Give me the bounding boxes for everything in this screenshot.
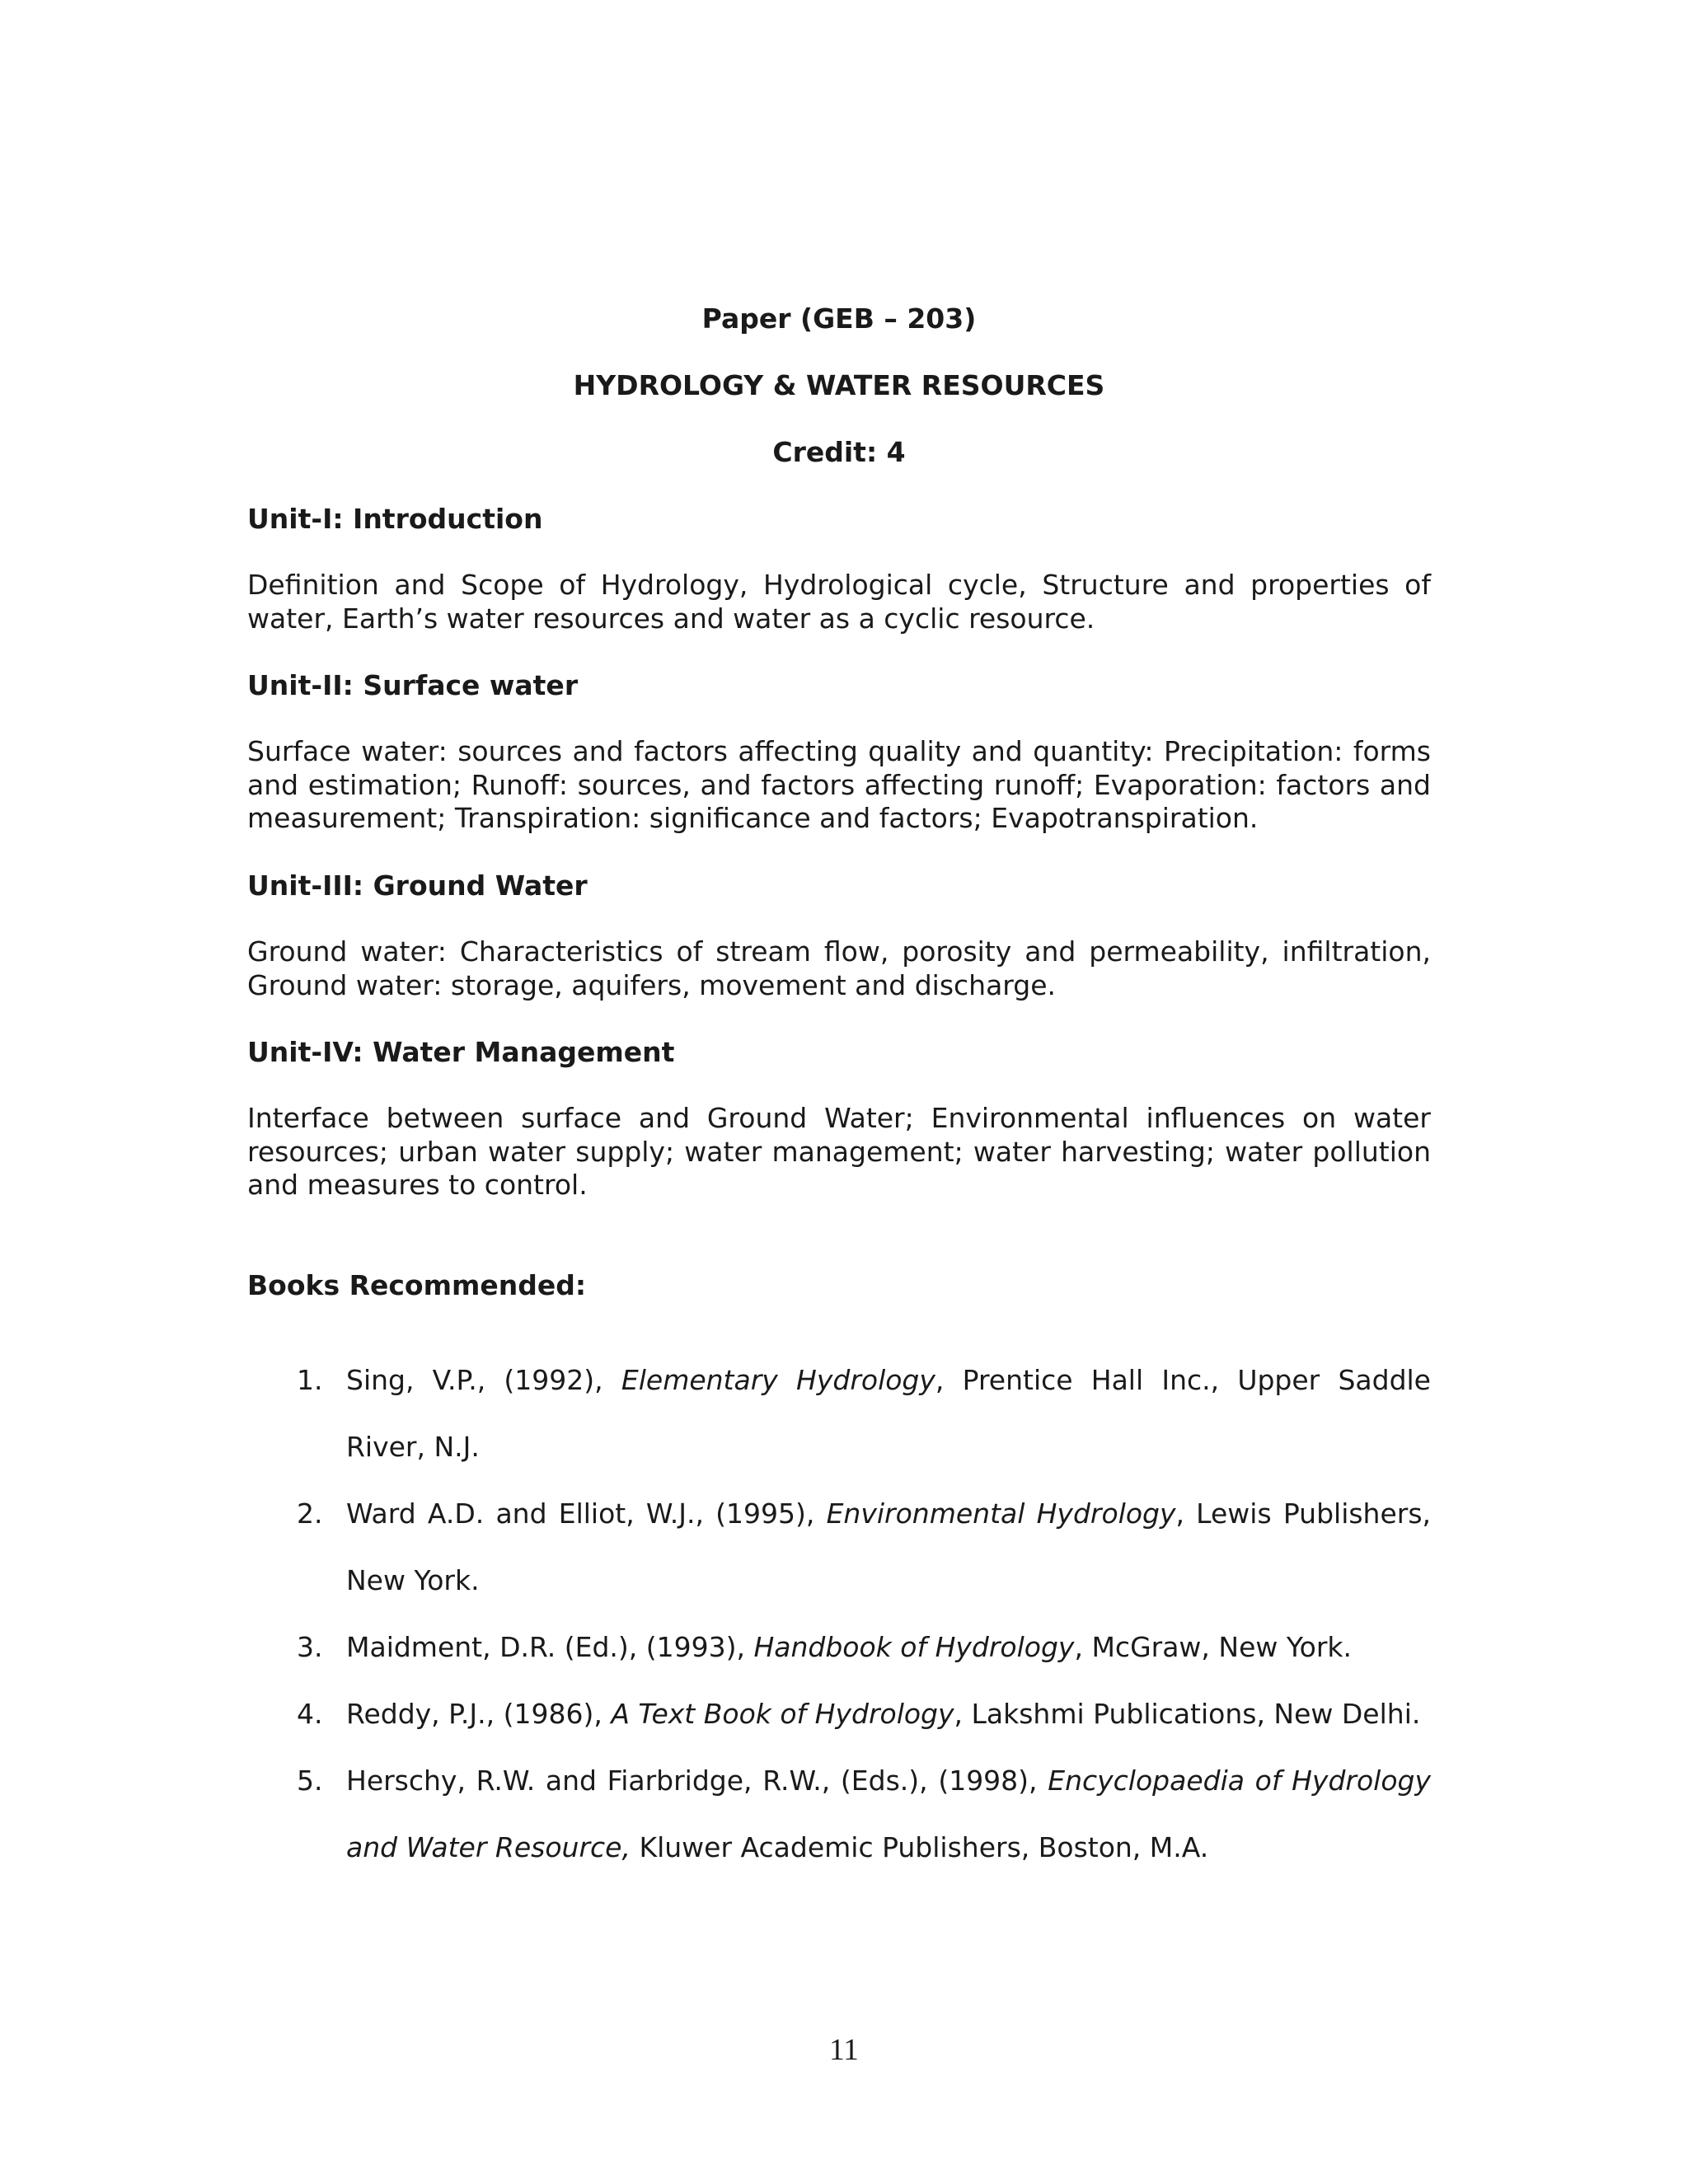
book-authors: Reddy, P.J., (1986), <box>346 1698 612 1730</box>
unit-2-text: Surface water: sources and factors affecting quality and quantity: Precipitation: forms and estimation; Runoff: sources, and factors affecting runoff; Evaporation: factors and measurement; Transpiration: significance and factors; Evapotranspiration. <box>247 735 1431 834</box>
book-publisher: , Prentice Hall Inc., Upper Saddle River, N.J. <box>346 1364 1431 1463</box>
unit-2-heading: Unit-II: Surface water <box>247 669 579 701</box>
book-publisher: , Lakshmi Publications, New Delhi. <box>954 1698 1421 1730</box>
book-number: 1. <box>297 1364 323 1396</box>
book-authors: Sing, V.P., (1992), <box>346 1364 621 1396</box>
book-item <box>247 1347 1431 1480</box>
unit-3-text: Ground water: Characteristics of stream flow, porosity and permeability, infiltration, Ground water: storage, aquifers, movement and discharge. <box>247 935 1431 1001</box>
book-title: Environmental Hydrology <box>826 1497 1176 1530</box>
book-title: Elementary Hydrology <box>621 1364 935 1396</box>
book-item <box>247 1680 1431 1747</box>
course-title: HYDROLOGY & WATER RESOURCES <box>573 369 1105 401</box>
book-number: 3. <box>297 1631 323 1663</box>
book-number: 4. <box>297 1698 323 1730</box>
book-item <box>247 1747 1431 1881</box>
book-publisher: Kluwer Academic Publishers, Boston, M.A. <box>630 1831 1209 1863</box>
book-authors: Herschy, R.W. and Fiarbridge, R.W., (Eds.), (1998), <box>346 1765 1048 1797</box>
unit-4-text: Interface between surface and Ground Water; Environmental influences on water resources; urban water supply; water management; water harvesting; water pollution and measures to control. <box>247 1102 1431 1201</box>
book-number: 2. <box>297 1497 323 1530</box>
unit-1-text: Definition and Scope of Hydrology, Hydrological cycle, Structure and properties of water, Earth’s water resources and water as a cyclic resource. <box>247 569 1431 635</box>
book-title: A Text Book of Hydrology <box>611 1698 954 1730</box>
book-number: 5. <box>297 1765 323 1797</box>
unit-3-heading: Unit-III: Ground Water <box>247 869 588 902</box>
book-title: Encyclopaedia of Hydrology and Water Resource, <box>346 1765 1431 1863</box>
books-list <box>247 1347 1431 1881</box>
credit-line: Credit: 4 <box>772 436 906 468</box>
books-heading: Books Recommended: <box>247 1269 587 1301</box>
book-item <box>247 1480 1431 1614</box>
paper-code: Paper (GEB – 203) <box>701 302 977 335</box>
unit-4-heading: Unit-IV: Water Management <box>247 1036 675 1068</box>
unit-1-heading: Unit-I: Introduction <box>247 503 543 535</box>
book-publisher: , Lewis Publishers, New York. <box>346 1497 1432 1596</box>
book-publisher: , McGraw, New York. <box>1074 1631 1352 1663</box>
book-authors: Ward A.D. and Elliot, W.J., (1995), <box>346 1497 827 1530</box>
book-item <box>247 1614 1431 1680</box>
book-authors: Maidment, D.R. (Ed.), (1993), <box>346 1631 754 1663</box>
document-page <box>247 0 1431 2184</box>
page-number: 11 <box>829 2033 859 2067</box>
book-title: Handbook of Hydrology <box>753 1631 1075 1663</box>
